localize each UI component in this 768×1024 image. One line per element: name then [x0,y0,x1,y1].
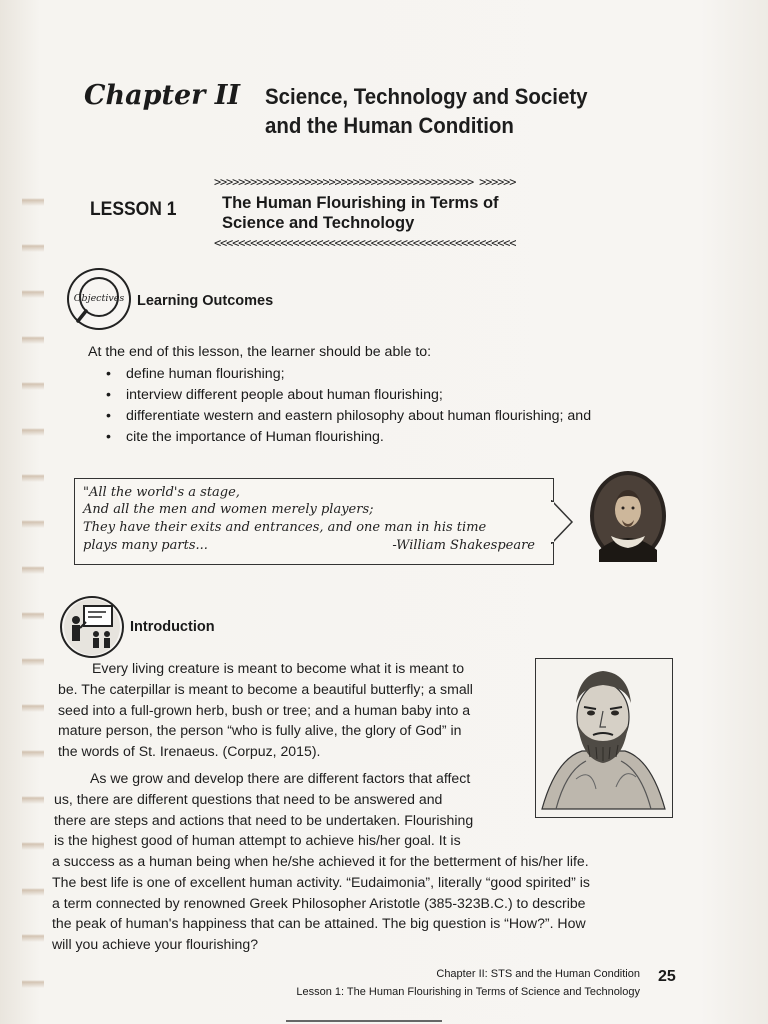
learning-outcomes-heading: Learning Outcomes [137,293,274,309]
quote-line-2: And all the men and women merely players; [83,502,374,517]
introduction-heading: Introduction [130,619,215,635]
lesson-label: LESSON 1 [90,199,177,220]
outcomes-intro: At the end of this lesson, the learner should be able to: [88,344,432,360]
paragraph-line: As we grow and develop there are different factors that affect [90,770,471,786]
footer-chapter: Chapter II: STS and the Human Condition [436,968,640,980]
paragraph-line: is the highest good of human attempt to achieve his/her goal. It is [54,832,461,849]
presentation-icon [62,598,122,656]
list-item: • define human flourishing; [106,364,591,385]
paragraph-line: Every living creature is meant to become what it is meant to [92,660,465,676]
paragraph-line: mature person, the person “who is fully alive, the glory of God” in [58,722,462,739]
paragraph-line: the words of St. Irenaeus. (Corpuz, 2015). [58,743,321,760]
lesson-title-line1: The Human Flourishing in Terms of [222,194,499,212]
paragraph-line: will you achieve your flourishing? [52,936,259,953]
lesson-arrows-top: >>>>>>>>>>>>>>>>>>>>>>>>>>>>>>>>>>>>>>>>>>> >>>>>> [214,175,516,189]
bottom-divider [286,1020,442,1022]
paragraph-line: The best life is one of excellent human activity. “Eudaimonia”, literally “good spirited” is [52,873,590,890]
paragraph-line: a term connected by renowned Greek Philosopher Aristotle (385-323B.C.) to describe [52,894,586,911]
footer-lesson: Lesson 1: The Human Flourishing in Terms of Science and Technology [296,986,640,998]
lesson-title [222,193,582,233]
outcomes-list [106,364,591,448]
intro-paragraph-2 [54,768,530,851]
shakespeare-portrait [589,470,667,562]
list-item: • cite the importance of Human flourishing. [106,427,591,448]
lesson-arrows-bottom: <<<<<<<<<<<<<<<<<<<<<<<<<<<<<<<<<<<<<<<<<<<<<<<<<< [214,236,516,250]
aristotle-portrait-frame [535,658,673,818]
quote-line-4: plays many parts... [83,538,208,553]
paragraph-line: seed into a full-grown herb, bush or tree; and a human baby into a [58,701,471,718]
paragraph-line: be. The caterpillar is meant to become a beautiful butterfly; a small [58,680,473,697]
paragraph-line: there are steps and actions that need to be undertaken. Flourishing [54,811,474,828]
lesson-title-line2: Science and Technology [222,214,415,232]
intro-paragraph-1 [58,658,528,762]
list-item: • interview different people about human flourishing; [106,385,591,406]
quote-attribution: -William Shakespeare [392,538,535,553]
aristotle-bust-image [536,659,671,816]
page-number: 25 [658,968,676,985]
quote-line-1: "All the world's a stage, [83,485,240,500]
quote-line-3: They have their exits and entrances, and one man in his time [83,520,487,535]
quote-box [74,478,554,565]
speech-pointer-icon [551,500,575,544]
chapter-title [265,82,656,140]
objectives-badge-text: Objectives [73,293,125,304]
chapter-label: Chapter II [84,80,241,111]
chapter-title-line2: and the Human Condition [265,113,514,138]
introduction-badge [60,596,124,658]
objectives-badge [67,268,131,330]
intro-paragraph-3 [52,851,676,955]
paragraph-line: a success as a human being when he/she achieved it for the betterment of his/her life. [52,853,589,869]
binding-edge-stain [22,160,44,1000]
list-item: • differentiate western and eastern philosophy about human flourishing; and [106,406,591,427]
chapter-title-line1: Science, Technology and Society [265,84,588,109]
paragraph-line: the peak of human's happiness that can be attained. The big question is “How?”. How [52,915,586,932]
paragraph-line: us, there are different questions that need to be answered and [54,790,443,807]
magnifier-icon [69,270,129,328]
